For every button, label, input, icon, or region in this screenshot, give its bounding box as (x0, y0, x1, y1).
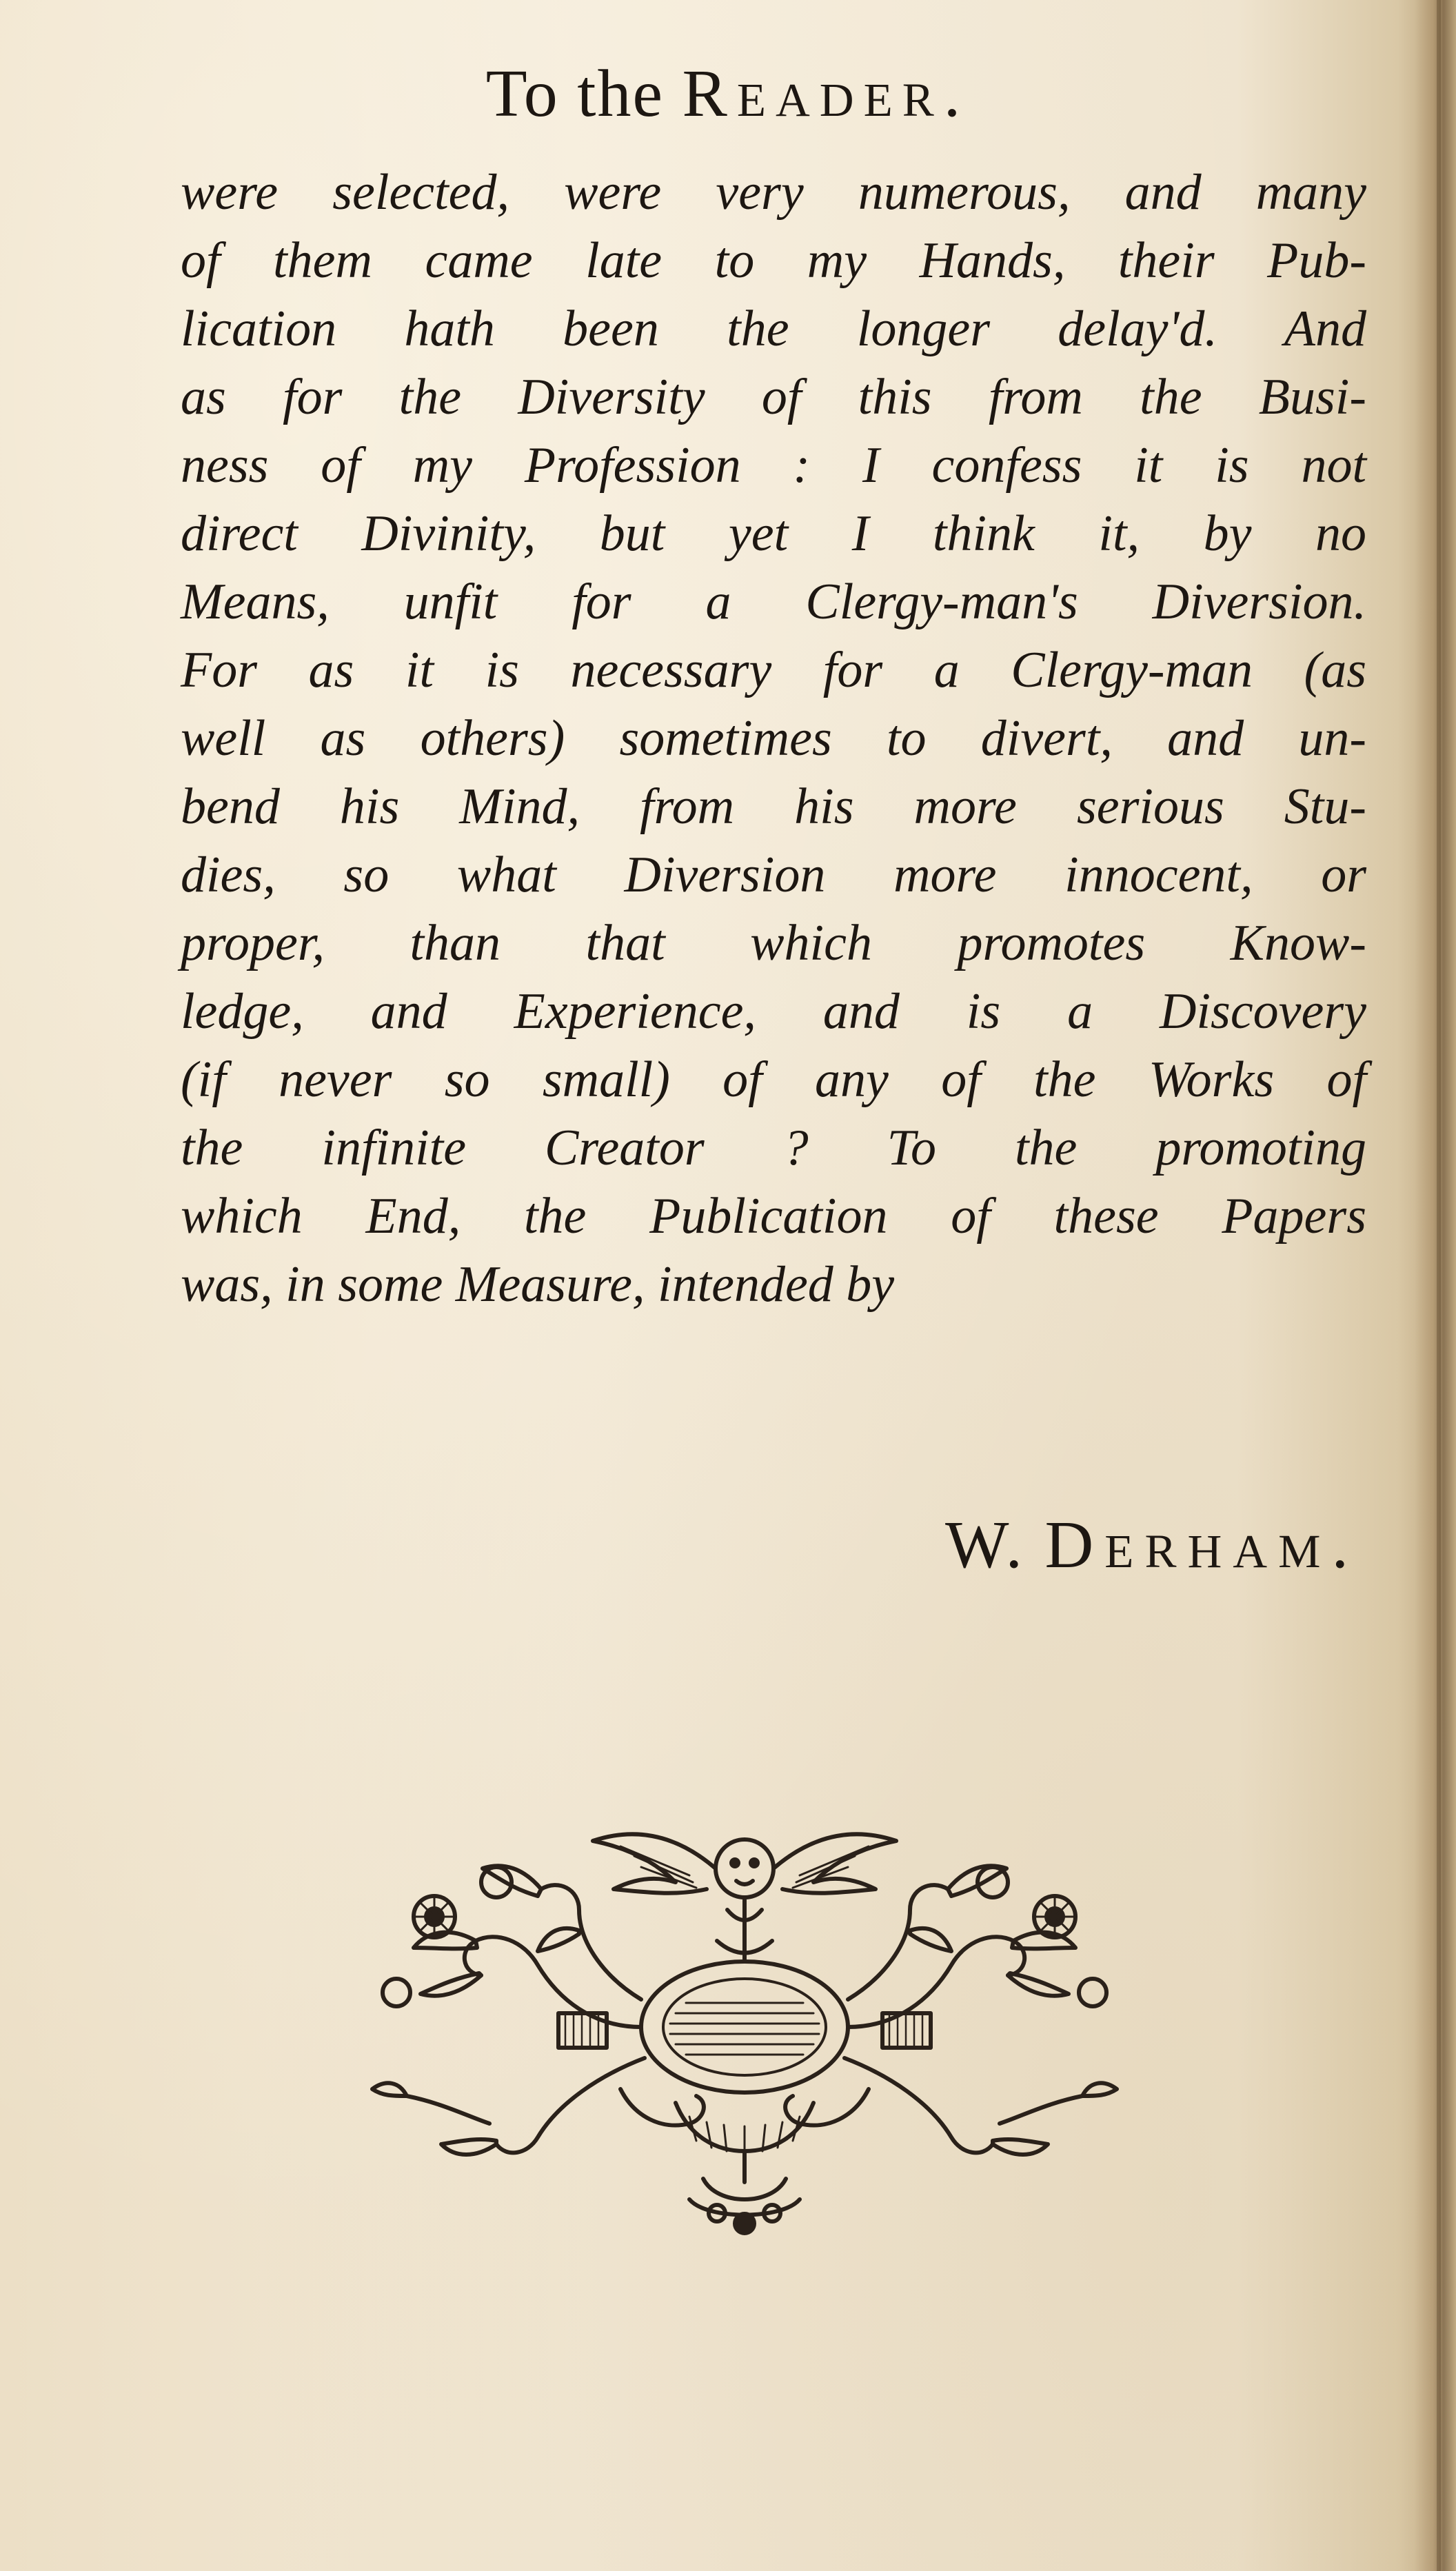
signature (945, 1506, 1359, 1584)
text-line: dies, so what Diversion more innocent, or (181, 847, 1366, 903)
text-line: well as others) sometimes to divert, and un- (181, 710, 1366, 767)
floral-cherub-tailpiece-icon (331, 1793, 1158, 2241)
text-line: ness of my Profession : I confess it is not (181, 437, 1366, 494)
text-line: which End, the Publication of these Papers (181, 1188, 1366, 1244)
text-line: For as it is necessary for a Clergy-man (as (181, 642, 1366, 698)
running-head (0, 55, 1456, 132)
body-paragraph (181, 159, 1366, 1319)
text-line: were selected, were very numerous, and many (181, 164, 1366, 221)
text-line: ledge, and Experience, and is a Discovery (181, 983, 1366, 1040)
text-line: was, in some Measure, intended by (181, 1256, 895, 1313)
page-gutter-shadow (1415, 0, 1456, 2571)
running-head-caps: Reader. (682, 57, 971, 131)
text-line: proper, than that which promotes Know- (181, 915, 1366, 971)
text-line: as for the Diversity of this from the Busi- (181, 369, 1366, 425)
signature-caps: Derham. (1044, 1508, 1359, 1582)
text-line: of them came late to my Hands, their Pub- (181, 232, 1366, 289)
text-line: direct Divinity, but yet I think it, by no (181, 505, 1366, 562)
text-line: Means, unfit for a Clergy-man's Diversion. (181, 574, 1366, 630)
text-line: the infinite Creator ? To the promoting (181, 1120, 1366, 1176)
running-head-prefix: To the (485, 57, 682, 131)
text-line: lication hath been the longer delay'd. And (181, 301, 1366, 357)
text-line: (if never so small) of any of the Works of (181, 1051, 1366, 1108)
text-line: bend his Mind, from his more serious Stu- (181, 778, 1366, 835)
page-edge (1437, 0, 1441, 2571)
signature-initial: W. (945, 1508, 1045, 1582)
